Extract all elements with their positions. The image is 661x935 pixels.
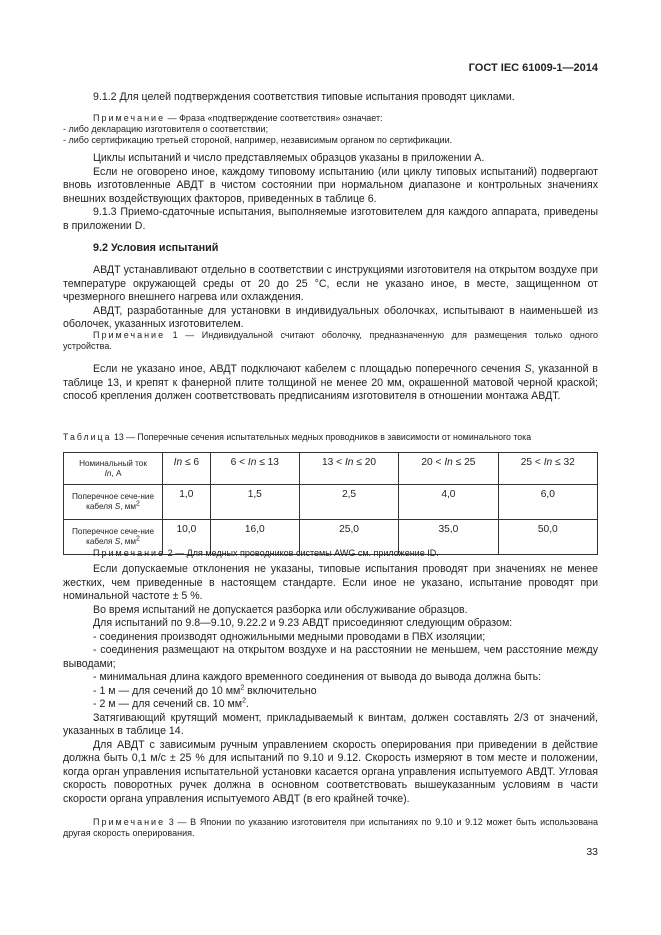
page-number: 33 [586, 846, 598, 858]
table-header-row [64, 453, 598, 485]
note-label: Примечание [93, 113, 166, 123]
section-text-3 [63, 363, 598, 404]
note-text: 3 — В Японии по указанию изготовителя при испытаниях по 9.10 и 9.12 может быть использована другая скорость оперирования. [63, 817, 598, 838]
list-item: - соединения производят одножильными медными проводами в ПВХ изоляции; [93, 630, 486, 643]
note-label: Примечание [93, 817, 166, 827]
list-item: - минимальная длина каждого временного соединения от вывода до вывода должна быть: [93, 671, 542, 683]
caption-label: Таблица [63, 432, 112, 442]
section-text-4 [63, 563, 598, 806]
paragraph: АВДТ устанавливают отдельно в соответствии с инструкциями изготовителя на открытом воздухе при температуре окружающей среды от 20 до 25 °С, если не указано иное, в месте, защищенном от чрезмерного внешнего нагрева или охлаждения. [63, 264, 598, 303]
note-label: Примечание [93, 330, 166, 340]
list-item: - соединения размещают на открытом воздухе и на расстоянии не меньшем, чем расстояние между выводами; [63, 644, 598, 670]
cell: 25,0 [299, 520, 398, 555]
paragraph: 9.1.3 Приемо-сдаточные испытания, выполняемые изготовителем для каждого аппарата, приведены в приложении D. [63, 206, 598, 232]
paragraph: Во время испытаний не допускается разборка или обслуживание образцов. [93, 603, 468, 616]
note-item: - либо декларацию изготовителя о соответствии; [63, 124, 269, 134]
note-label: Примечание [93, 548, 166, 558]
section-heading-9-2: 9.2 Условия испытаний [93, 242, 219, 254]
caption-text: 13 — Поперечные сечения испытательных медных проводников в зависимости от номинального тока [111, 432, 532, 442]
paragraph: Если допускаемые отклонения не указаны, типовые испытания проводят при значениях не менее жестких, чем приведенные в настоящем стандарте. Если иное не указано, испытание проводят при номинальной частоте ± 5 %. [63, 563, 598, 602]
row-header: Поперечное сече-ние кабеля S, $мм^2$ [64, 520, 163, 555]
cell: 50,0 [498, 520, 597, 555]
paragraph: Затягивающий крутящий момент, прикладываемый к винтам, должен составлять 2/3 от значений, указанных в таблице 14. [63, 711, 598, 737]
cell: 6,0 [498, 485, 597, 520]
row-header: Поперечное сече-ние кабеля S, $мм^2$ [64, 485, 163, 520]
cell: 2,5 [299, 485, 398, 520]
range-cell: 20 < In ≤ 25 [399, 453, 498, 485]
note-text: 1 — Индивидуальной считают оболочку, предназначенную для размещения только одного устройства. [63, 330, 598, 351]
range-cell: In ≤ 6 [163, 453, 211, 485]
list-item: - 1 м — для сечений до 10 $мм^2$ включительно [93, 683, 317, 697]
note-text: — Фраза «подтверждение соответствия» означает: [165, 113, 383, 123]
table-row [64, 485, 598, 520]
section-text-1 [63, 152, 598, 233]
paragraph: Для АВДТ с зависимым ручным управлением скорость оперирования при приведении в действие должна быть 0,1 м/с ± 25 % для испытаний по 9.10 и 9.12. Скорость измеряют в том месте и положении, когда орган управления испытательной установки касается органа управления испытуемого АВДТ. Угловая скорость поворотных ручек должна в основном соответствовать вышеуказанным условиям в части скорости органа управления испытуемого АВДТ (в его крайней точке). [63, 738, 598, 805]
list-item: - 2 м — для сечений св. 10 $мм^2$. [93, 697, 249, 710]
cell: 1,5 [210, 485, 299, 520]
document-header: ГОСТ IEC 61009-1—2014 [468, 62, 598, 74]
note-3 [63, 817, 598, 839]
section-text-2 [63, 264, 598, 332]
note-0 [63, 113, 598, 146]
note-item: - либо сертификацию третьей стороной, например, независимым органом по сертификации. [63, 135, 453, 145]
note-2 [63, 548, 598, 559]
range-cell: 6 < In ≤ 13 [210, 453, 299, 485]
section-9-1-2 [63, 91, 598, 105]
table-caption [63, 432, 598, 443]
header-cell: Номинальный ток In, А [64, 453, 163, 485]
note-1 [63, 330, 598, 352]
cell: 10,0 [163, 520, 211, 555]
range-cell: 13 < In ≤ 20 [299, 453, 398, 485]
paragraph: 9.1.2 Для целей подтверждения соответствия типовые испытания проводят циклами. [93, 91, 515, 103]
paragraph: Циклы испытаний и число представляемых образцов указаны в приложении А. [93, 152, 485, 164]
table-13 [63, 452, 598, 555]
paragraph: Если не оговорено иное, каждому типовому испытанию (или циклу типовых испытаний) подвергают вновь изготовленные АВДТ в чистом состоянии при нормальном диапазоне и контрольных значениях внешних воздействующих факторов, приведенных в таблице 6. [63, 165, 598, 205]
cell: 16,0 [210, 520, 299, 555]
cell: 35,0 [399, 520, 498, 555]
paragraph: АВДТ, разработанные для установки в индивидуальных оболочках, испытывают в наименьшей из оболочек, указанных изготовителем. [63, 304, 598, 330]
range-cell: 25 < In ≤ 32 [498, 453, 597, 485]
note-text: 2 — Для медных проводников системы AWG см. приложение ID. [165, 548, 439, 558]
paragraph: Если не указано иное, АВДТ подключают кабелем с площадью поперечного сечения S, указанной в таблице 13, и крепят к фанерной плите толщиной не менее 20 мм, окрашенной матовой черной краской; способ крепления должен соответствовать предписаниям изготовителя в отношении монтажа АВДТ. [63, 363, 599, 402]
cell: 4,0 [399, 485, 498, 520]
paragraph: Для испытаний по 9.8—9.10, 9.22.2 и 9.23 АВДТ присоединяют следующим образом: [93, 617, 513, 629]
cell: 1,0 [163, 485, 211, 520]
